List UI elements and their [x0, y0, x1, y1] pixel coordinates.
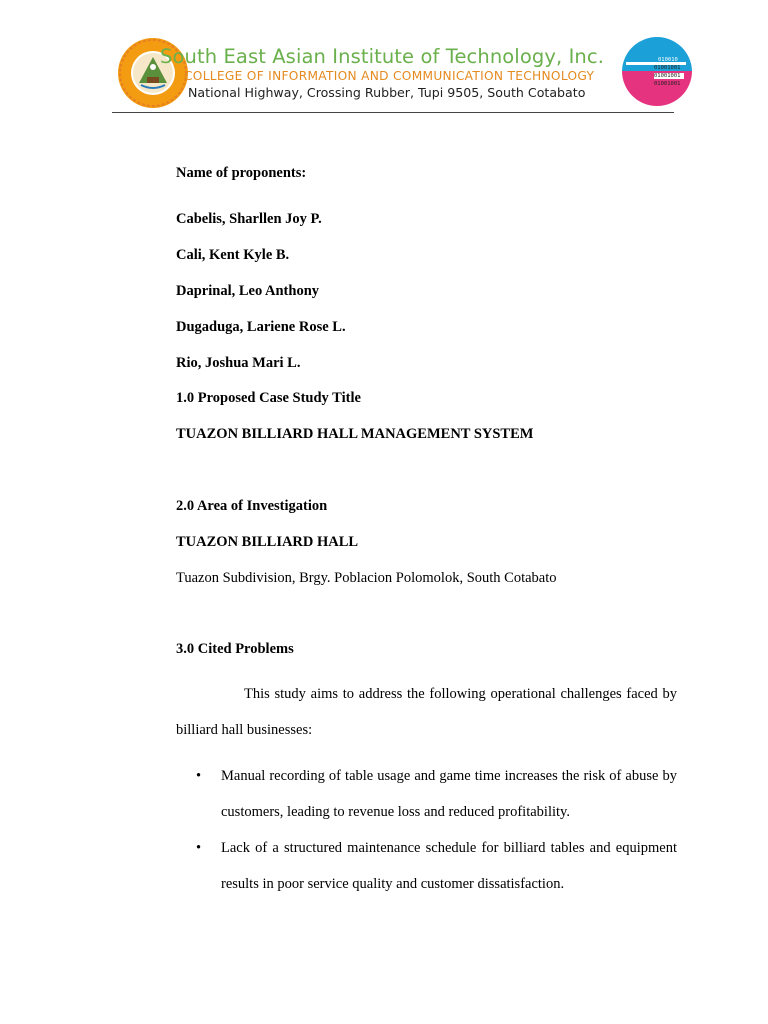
svg-text:01001001: 01001001	[654, 65, 681, 71]
college-logo-icon	[620, 35, 694, 107]
svg-text:010010: 010010	[658, 57, 678, 63]
svg-text:01001001: 01001001	[654, 73, 681, 79]
section-3-heading: 3.0 Cited Problems	[176, 641, 294, 657]
case-study-title: TUAZON BILLIARD HALL MANAGEMENT SYSTEM	[176, 426, 534, 442]
problem-text: Manual recording of table usage and game time increases the risk of abuse by customers, leading to revenue loss and reduced profitability.	[221, 768, 677, 820]
letterhead	[0, 0, 768, 125]
proponent-name: Cali, Kent Kyle B.	[176, 247, 290, 263]
proponent-name: Rio, Joshua Mari L.	[176, 355, 301, 371]
svg-text:01001001: 01001001	[654, 81, 681, 87]
proponents-heading: Name of proponents:	[176, 165, 307, 181]
list-item	[176, 758, 677, 830]
bullet-icon: •	[196, 768, 202, 784]
problem-text: Lack of a structured maintenance schedule for billiard tables and equipment results in poor service quality and customer dissatisfaction.	[221, 840, 677, 892]
investigation-area-location: Tuazon Subdivision, Brgy. Poblacion Polomolok, South Cotabato	[176, 570, 557, 586]
investigation-area-name: TUAZON BILLIARD HALL	[176, 534, 359, 550]
document-body	[176, 160, 677, 902]
institution-name: South East Asian Institute of Technology, Inc.	[160, 45, 604, 68]
proponent-name: Daprinal, Leo Anthony	[176, 283, 320, 299]
proponent-name: Cabelis, Sharllen Joy P.	[176, 211, 322, 227]
institution-address: National Highway, Crossing Rubber, Tupi 9505, South Cotabato	[188, 85, 586, 100]
proponent-name: Dugaduga, Lariene Rose L.	[176, 319, 346, 335]
list-item	[176, 830, 677, 902]
bullet-icon: •	[196, 840, 202, 856]
section-2-heading: 2.0 Area of Investigation	[176, 498, 328, 514]
problems-intro: This study aims to address the following operational challenges faced by billiard hall businesses:	[176, 686, 677, 738]
section-1-heading: 1.0 Proposed Case Study Title	[176, 390, 361, 406]
problems-list	[176, 758, 677, 902]
college-name: COLLEGE OF INFORMATION AND COMMUNICATION TECHNOLOGY	[184, 69, 595, 83]
header-divider	[112, 112, 674, 113]
